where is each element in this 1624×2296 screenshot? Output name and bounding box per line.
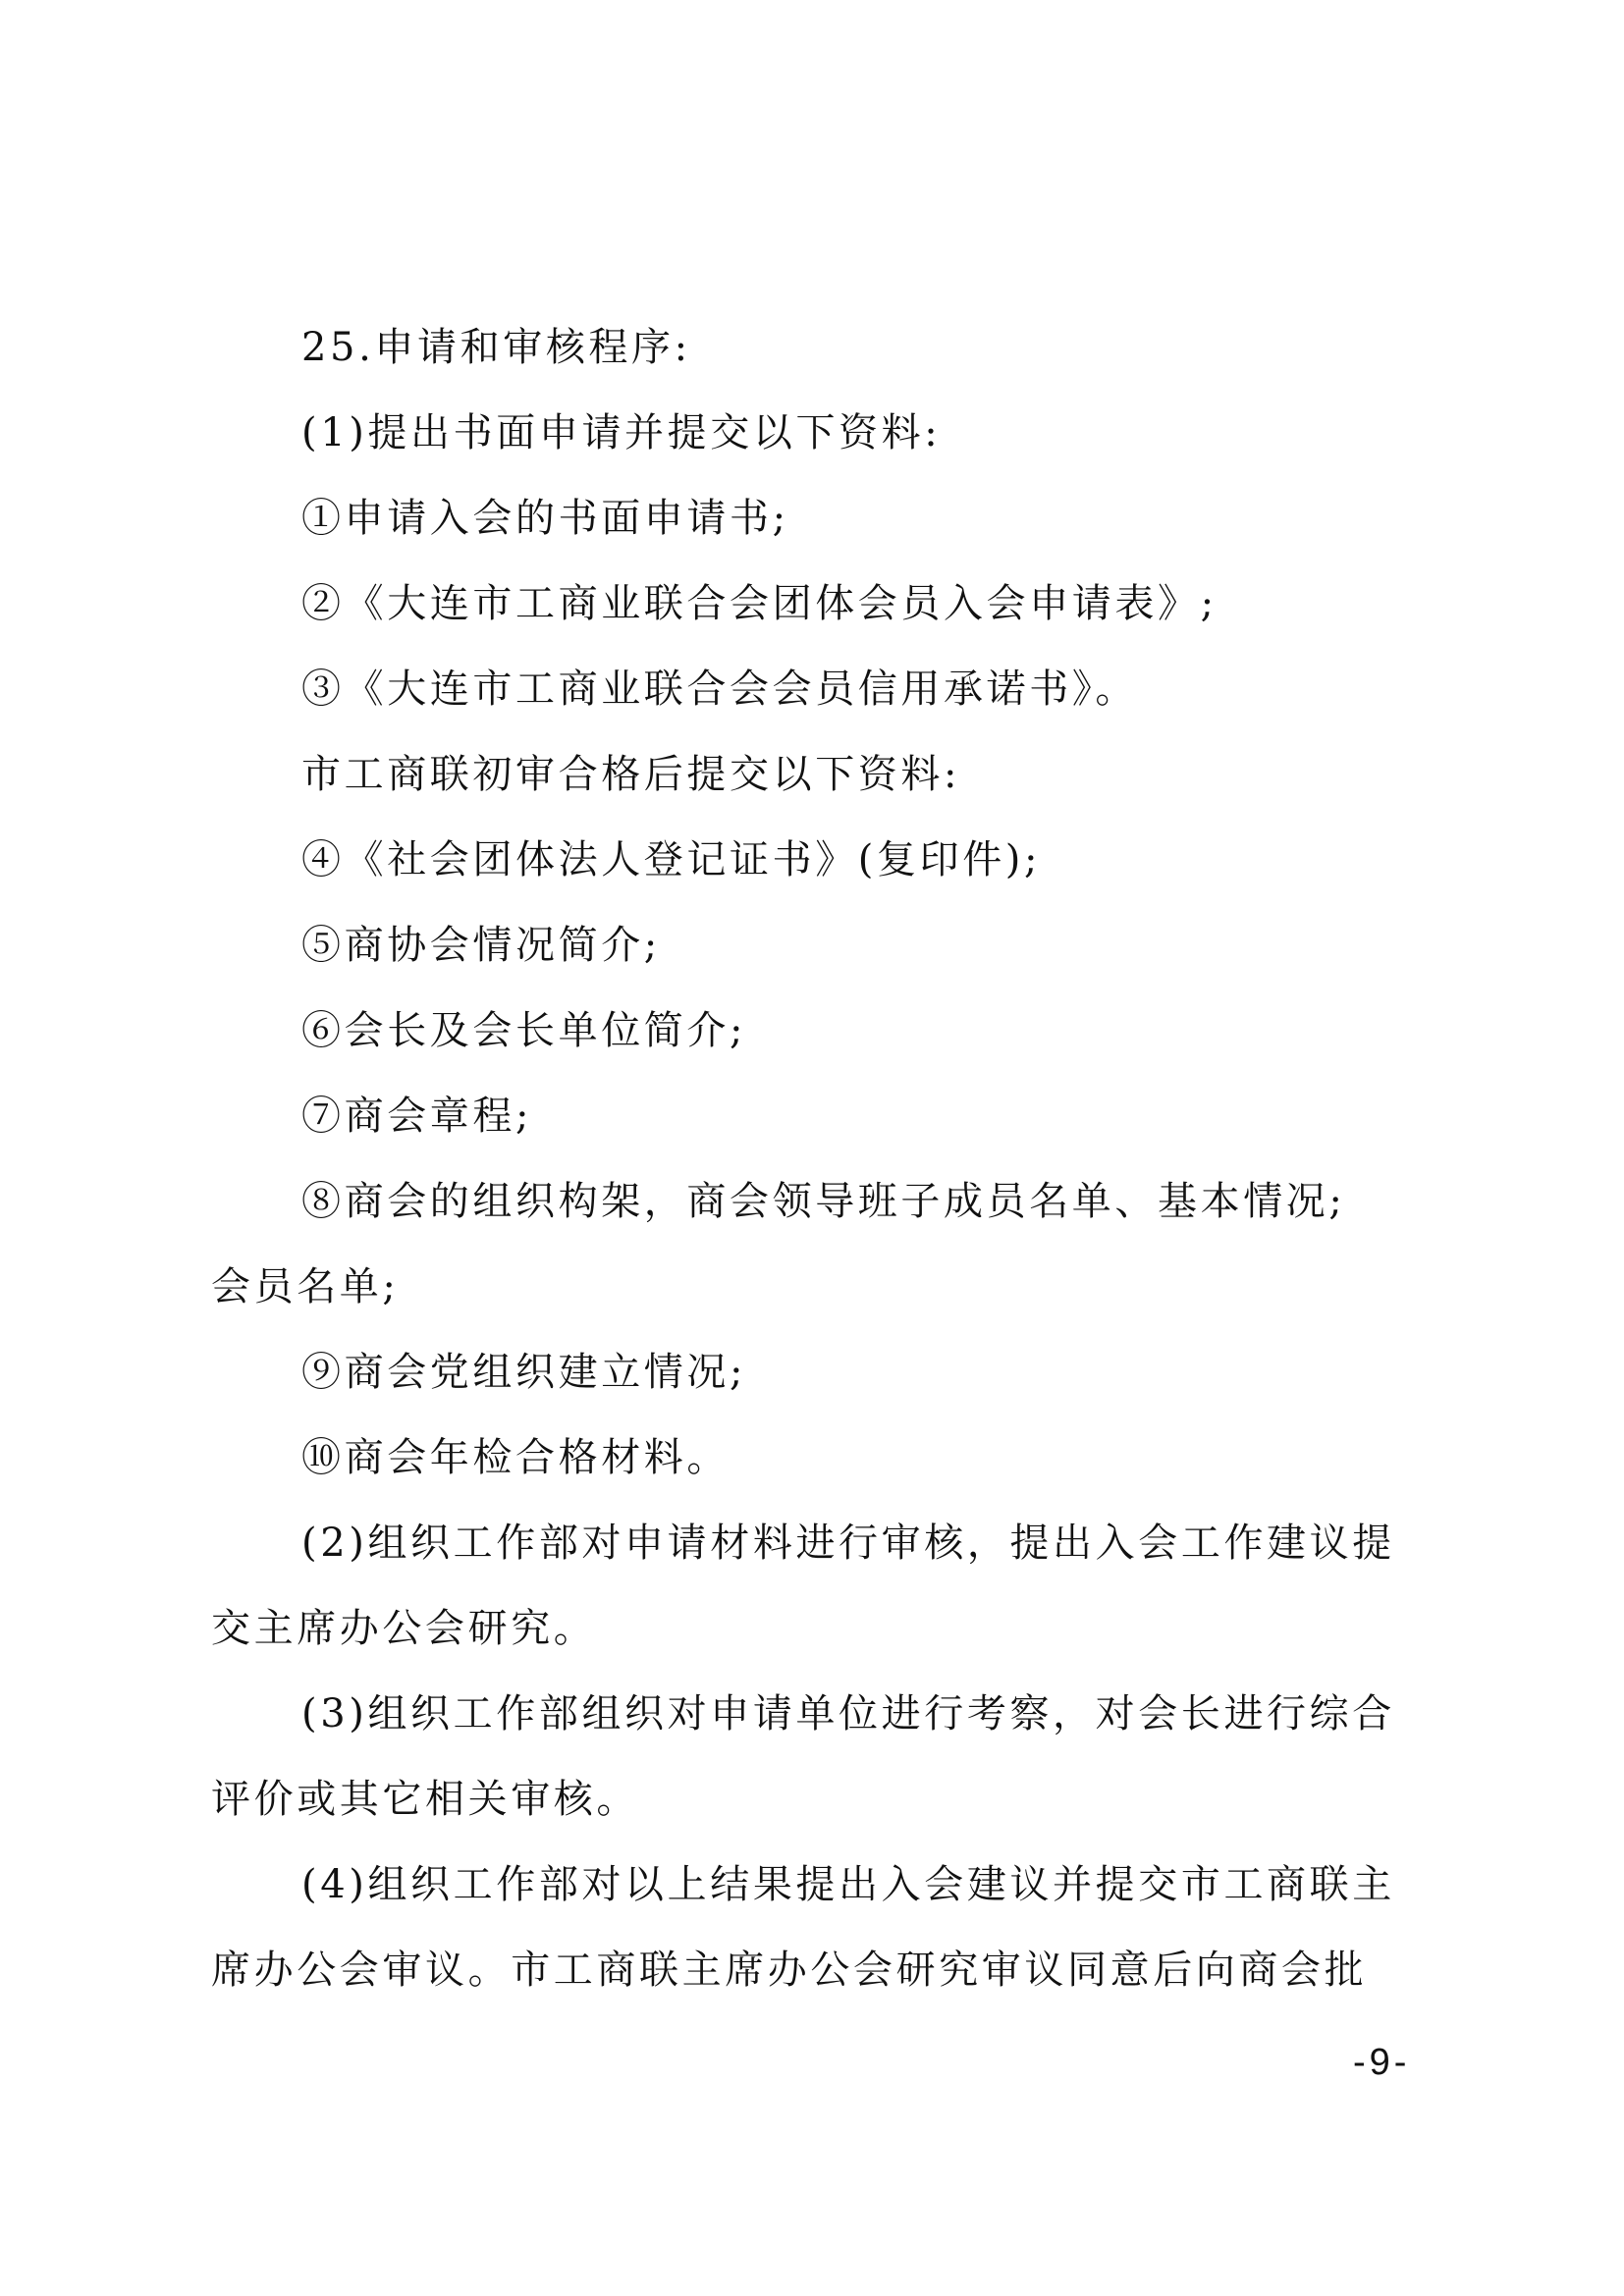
text-line: 交主席办公会研究。 [211,1606,597,1651]
text-line: 25.申请和审核程序: [301,325,691,370]
text-line: 评价或其它相关审核。 [211,1777,639,1822]
text-line: (2)组织工作部对申请材料进行审核，提出入会工作建议提 [301,1521,1395,1566]
text-line: ⑦商会章程; [301,1094,533,1139]
text-line: ④《社会团体法人登记证书》(复印件); [301,837,1042,882]
text-line: ②《大连市工商业联合会团体会员入会申请表》; [301,581,1218,626]
page-number: -9- [1353,2042,1411,2083]
text-line: ⑧商会的组织构架，商会领导班子成员名单、基本情况; [301,1179,1346,1224]
text-line: 会员名单; [211,1264,400,1309]
text-line: 市工商联初审合格后提交以下资料: [301,752,961,797]
text-line: ⑤商协会情况简介; [301,923,661,968]
document-body [211,305,1429,2013]
text-line: ③《大连市工商业联合会会员信用承诺书》。 [301,667,1138,712]
text-line: (4)组织工作部对以上结果提出入会建议并提交市工商联主 [301,1862,1395,1907]
text-line: ①申请入会的书面申请书; [301,496,789,541]
text-line: 席办公会审议。市工商联主席办公会研究审议同意后向商会批 [211,1948,1368,1993]
text-line: (3)组织工作部组织对申请单位进行考察，对会长进行综合 [301,1691,1395,1736]
text-line: ⑩商会年检合格材料。 [301,1435,730,1480]
text-line: ⑥会长及会长单位简介; [301,1008,747,1053]
text-line: (1)提出书面申请并提交以下资料: [301,410,942,455]
text-line: ⑨商会党组织建立情况; [301,1350,747,1395]
